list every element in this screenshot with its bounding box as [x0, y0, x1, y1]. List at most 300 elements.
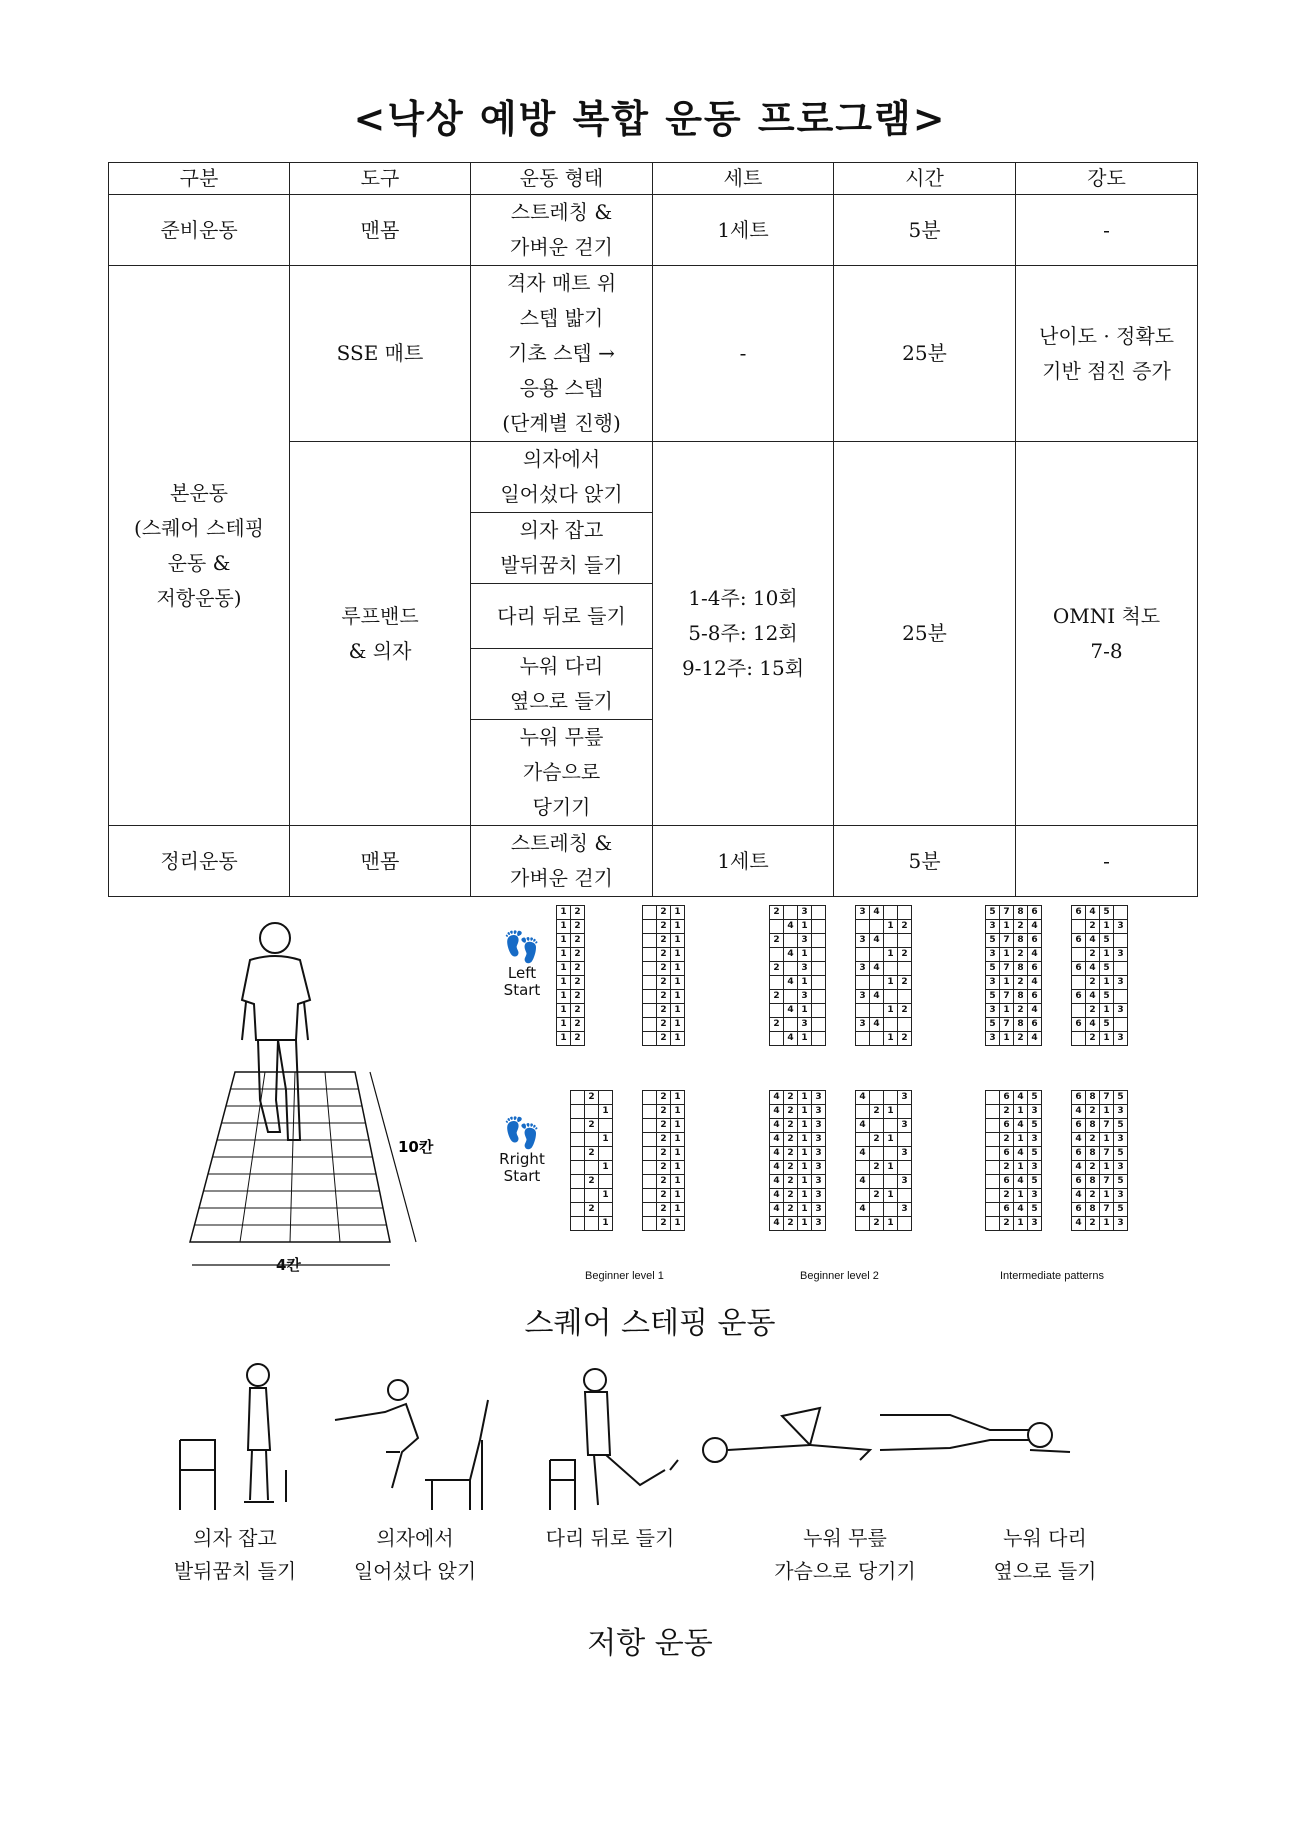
pattern-cell: 6: [1028, 1018, 1042, 1032]
pattern-cell: 1: [671, 920, 685, 934]
pattern-cell: [812, 1004, 826, 1018]
pattern-cell: 8: [1014, 934, 1028, 948]
pattern-cell: 3: [986, 1004, 1000, 1018]
pattern-cell: 1: [1000, 976, 1014, 990]
pattern-row: [571, 1175, 613, 1189]
pattern-row: [1072, 1147, 1128, 1161]
pattern-cell: [898, 1105, 912, 1119]
pattern-cell: 4: [1072, 1161, 1086, 1175]
pattern-cell: 1: [1014, 1133, 1028, 1147]
pattern-cell: 2: [870, 1105, 884, 1119]
pattern-cell: 3: [1114, 1189, 1128, 1203]
pattern-cell: 1: [1000, 920, 1014, 934]
pattern-cell: 3: [812, 1119, 826, 1133]
pattern-cell: 4: [770, 1147, 784, 1161]
pattern-cell: 1: [671, 1018, 685, 1032]
pattern-row: [856, 1105, 912, 1119]
pattern-cell: 7: [1100, 1091, 1114, 1105]
pattern-cell: 3: [1028, 1161, 1042, 1175]
pattern-cell: 1: [671, 1133, 685, 1147]
pattern-cell: [812, 990, 826, 1004]
pattern-row: [643, 962, 685, 976]
band-intensity-line: OMNI 척도: [1052, 603, 1161, 628]
pattern-cell: 2: [1086, 1189, 1100, 1203]
pattern-cell: [898, 990, 912, 1004]
pattern-cell: 4: [770, 1217, 784, 1231]
pattern-cell: 4: [770, 1133, 784, 1147]
pattern-cell: [898, 962, 912, 976]
pattern-cell: [643, 1161, 657, 1175]
pattern-cell: [986, 1091, 1000, 1105]
pattern-cell: [812, 906, 826, 920]
pattern-cell: 1: [671, 1147, 685, 1161]
pattern-cell: 6: [1000, 1203, 1014, 1217]
pattern-cell: 3: [1114, 1032, 1128, 1046]
pattern-row: [856, 990, 912, 1004]
pattern-row: [1072, 948, 1128, 962]
pattern-cell: 4: [770, 1119, 784, 1133]
pattern-cell: 3: [898, 1147, 912, 1161]
band-form-line: 의자에서: [522, 447, 601, 471]
pattern-cell: 1: [1100, 976, 1114, 990]
pattern-cell: 1: [671, 1189, 685, 1203]
pattern-cell: 1: [798, 1175, 812, 1189]
pattern-cell: 1: [1000, 948, 1014, 962]
pattern-cell: [643, 1175, 657, 1189]
pattern-cell: [599, 1203, 613, 1217]
pattern-cell: 8: [1014, 1018, 1028, 1032]
pattern-cell: 2: [898, 920, 912, 934]
pattern-cell: 4: [1086, 1018, 1100, 1032]
pattern-cell: 1: [671, 1203, 685, 1217]
pattern-cell: 2: [657, 1004, 671, 1018]
pattern-row: [557, 934, 585, 948]
pattern-cell: 1: [798, 1119, 812, 1133]
pattern-row: [1072, 1203, 1128, 1217]
pattern-cell: 1: [557, 920, 571, 934]
pattern-cell: 2: [657, 1147, 671, 1161]
pattern-cell: 4: [784, 920, 798, 934]
cooldown-form-line: 가벼운 걷기: [510, 866, 613, 890]
warmup-category: 준비운동: [109, 195, 290, 266]
pattern-cell: 2: [585, 1147, 599, 1161]
pattern-cell: 1: [1100, 1189, 1114, 1203]
pattern-grid: [985, 1090, 1042, 1231]
pattern-cell: [986, 1189, 1000, 1203]
sse-form-line: 기초 스텝 →: [508, 341, 615, 365]
sse-tool: SSE 매트: [290, 266, 471, 442]
pattern-cell: 1: [557, 1004, 571, 1018]
pattern-cell: 3: [856, 1018, 870, 1032]
pattern-row: [643, 948, 685, 962]
pattern-cell: 2: [1086, 1161, 1100, 1175]
pattern-cell: 3: [1114, 1217, 1128, 1231]
pattern-grid: [855, 905, 912, 1046]
pattern-cell: 2: [1014, 976, 1028, 990]
exercise-label-line: 누워 무릎: [803, 1526, 887, 1550]
pattern-row: [770, 1161, 826, 1175]
header-sets: 세트: [653, 163, 834, 195]
right-start-label-line: Start: [503, 1167, 541, 1185]
pattern-cell: 2: [657, 1175, 671, 1189]
pattern-cell: 5: [986, 1018, 1000, 1032]
pattern-row: [643, 1133, 685, 1147]
pattern-cell: 6: [1072, 1175, 1086, 1189]
pattern-cell: 2: [1086, 976, 1100, 990]
pattern-cell: [599, 1175, 613, 1189]
pattern-cell: [643, 976, 657, 990]
pattern-row: [643, 1032, 685, 1046]
pattern-row: [571, 1203, 613, 1217]
pattern-cell: [986, 1203, 1000, 1217]
pattern-row: [986, 962, 1042, 976]
pattern-row: [770, 1105, 826, 1119]
pattern-cell: [643, 920, 657, 934]
pattern-row: [571, 1161, 613, 1175]
pattern-row: [986, 1091, 1042, 1105]
pattern-cell: 1: [884, 1004, 898, 1018]
pattern-cell: [898, 906, 912, 920]
pattern-cell: 4: [870, 906, 884, 920]
pattern-cell: [784, 906, 798, 920]
band-form: [471, 584, 653, 649]
pattern-cell: 5: [986, 990, 1000, 1004]
exercise-label: [960, 1522, 1130, 1588]
pattern-cell: 1: [798, 976, 812, 990]
pattern-row: [557, 948, 585, 962]
resistance-caption: 저항 운동: [587, 1626, 713, 1661]
sse-time: 25분: [834, 266, 1016, 442]
pattern-cell: 5: [1100, 934, 1114, 948]
sse-form-line: 격자 매트 위: [506, 271, 617, 295]
chair-stand-figure-icon: [335, 1380, 488, 1510]
pattern-cell: 5: [1114, 1203, 1128, 1217]
exercise-label: [745, 1522, 945, 1588]
pattern-row: [856, 976, 912, 990]
pattern-cell: 3: [856, 990, 870, 1004]
warmup-tool: 맨몸: [290, 195, 471, 266]
pattern-cell: 4: [870, 990, 884, 1004]
pattern-cell: 7: [1000, 1018, 1014, 1032]
pattern-cell: 1: [884, 1032, 898, 1046]
pattern-cell: 2: [571, 1004, 585, 1018]
pattern-cell: 2: [1000, 1105, 1014, 1119]
exercise-label: [330, 1522, 500, 1588]
pattern-cell: 2: [770, 906, 784, 920]
pattern-row: [856, 1091, 912, 1105]
pattern-cell: [571, 1217, 585, 1231]
pattern-cell: [898, 1018, 912, 1032]
pattern-row: [1072, 1161, 1128, 1175]
pattern-cell: [585, 1161, 599, 1175]
pattern-cell: 8: [1086, 1203, 1100, 1217]
exercise-label-line: 의자 잡고: [193, 1526, 277, 1550]
pattern-cell: 4: [1028, 1032, 1042, 1046]
pattern-cell: [784, 990, 798, 1004]
pattern-grid: [642, 905, 685, 1046]
pattern-cell: [986, 1105, 1000, 1119]
pattern-cell: 2: [784, 1091, 798, 1105]
left-start-label-line: Start: [503, 981, 541, 999]
pattern-cell: 3: [986, 948, 1000, 962]
pattern-row: [986, 1119, 1042, 1133]
pattern-row: [770, 934, 826, 948]
pattern-cell: 2: [1000, 1161, 1014, 1175]
band-sets-line: 5-8주: 12회: [688, 621, 798, 645]
pattern-cell: 7: [1100, 1119, 1114, 1133]
pattern-cell: [856, 1133, 870, 1147]
pattern-cell: [884, 1091, 898, 1105]
pattern-cell: 1: [599, 1161, 613, 1175]
pattern-row: [856, 1147, 912, 1161]
pattern-cell: 2: [585, 1091, 599, 1105]
pattern-cell: [1072, 1032, 1086, 1046]
pattern-cell: 6: [1028, 934, 1042, 948]
pattern-cell: 3: [1114, 1105, 1128, 1119]
pattern-row: [856, 920, 912, 934]
band-form-line: 옆으로 들기: [510, 689, 613, 713]
pattern-cell: [898, 1161, 912, 1175]
pattern-cell: 1: [557, 934, 571, 948]
pattern-row: [986, 1161, 1042, 1175]
pattern-cell: 2: [784, 1133, 798, 1147]
pattern-row: [643, 990, 685, 1004]
pattern-cell: 2: [1086, 1105, 1100, 1119]
pattern-cell: 2: [657, 962, 671, 976]
pattern-cell: 1: [1014, 1217, 1028, 1231]
band-form-line: 일어섰다 앉기: [500, 482, 623, 506]
pattern-cell: [884, 1018, 898, 1032]
pattern-cell: [643, 1119, 657, 1133]
pattern-cell: 1: [671, 1119, 685, 1133]
pattern-cell: 2: [1014, 1004, 1028, 1018]
pattern-cell: 2: [657, 948, 671, 962]
pattern-cell: [571, 1203, 585, 1217]
pattern-cell: 1: [671, 906, 685, 920]
pattern-cell: 1: [798, 1133, 812, 1147]
pattern-row: [1072, 976, 1128, 990]
pattern-cell: 1: [671, 1161, 685, 1175]
pattern-cell: 1: [798, 1189, 812, 1203]
band-sets: [653, 442, 834, 826]
pattern-cell: [870, 976, 884, 990]
pattern-row: [1072, 1004, 1128, 1018]
pattern-cell: 1: [671, 948, 685, 962]
pattern-cell: 2: [571, 1032, 585, 1046]
pattern-row: [856, 962, 912, 976]
pattern-cell: 4: [770, 1175, 784, 1189]
pattern-cell: 3: [986, 1032, 1000, 1046]
warmup-form: [471, 195, 653, 266]
pattern-cell: [884, 1175, 898, 1189]
pattern-cell: 3: [798, 906, 812, 920]
pattern-cell: 3: [798, 934, 812, 948]
pattern-cell: 3: [1028, 1105, 1042, 1119]
pattern-row: [557, 1018, 585, 1032]
pattern-cell: [898, 1189, 912, 1203]
pattern-cell: 2: [1014, 1032, 1028, 1046]
pattern-cell: [784, 1018, 798, 1032]
right-foot-icon: 👣: [503, 1116, 541, 1151]
pattern-row: [770, 1018, 826, 1032]
pattern-cell: 2: [1086, 1133, 1100, 1147]
pattern-cell: 4: [856, 1091, 870, 1105]
mat-width-label: 4칸: [276, 1256, 301, 1274]
pattern-cell: [643, 906, 657, 920]
exercise-label-line: 누워 다리: [1003, 1526, 1087, 1550]
main-category-line: (스퀘어 스테핑: [133, 515, 265, 540]
warmup-form-line: 스트레칭 &: [510, 200, 613, 224]
pattern-cell: 2: [657, 906, 671, 920]
right-start-label-line: Rright: [499, 1150, 545, 1168]
pattern-cell: 4: [770, 1189, 784, 1203]
pattern-row: [1072, 1175, 1128, 1189]
pattern-cell: 2: [571, 934, 585, 948]
pattern-cell: 1: [884, 976, 898, 990]
pattern-cell: 2: [1086, 1217, 1100, 1231]
pattern-cell: 2: [657, 934, 671, 948]
pattern-cell: 2: [657, 1105, 671, 1119]
pattern-row: [986, 906, 1042, 920]
pattern-cell: 2: [1086, 920, 1100, 934]
main-category-line: 저항운동): [156, 585, 242, 610]
warmup-form-line: 가벼운 걷기: [510, 235, 613, 259]
band-tool-line: & 의자: [348, 638, 412, 663]
table-row-warmup: [109, 195, 1198, 266]
pattern-row: [571, 1119, 613, 1133]
pattern-cell: 1: [557, 1032, 571, 1046]
pattern-row: [643, 1203, 685, 1217]
pattern-cell: [856, 1032, 870, 1046]
pattern-row: [770, 962, 826, 976]
pattern-row: [770, 976, 826, 990]
pattern-cell: 5: [1114, 1147, 1128, 1161]
band-form: [471, 720, 653, 826]
left-start-block: [500, 930, 544, 999]
pattern-grid: [642, 1090, 685, 1231]
pattern-cell: [643, 948, 657, 962]
pattern-cell: 2: [657, 990, 671, 1004]
pattern-cell: 3: [898, 1091, 912, 1105]
pattern-cell: 6: [1072, 990, 1086, 1004]
pattern-cell: 3: [798, 990, 812, 1004]
pattern-row: [856, 1203, 912, 1217]
table-row-cooldown: [109, 826, 1198, 897]
pattern-cell: 3: [798, 962, 812, 976]
pattern-cell: 6: [1000, 1147, 1014, 1161]
warmup-time: 5분: [834, 195, 1016, 266]
band-tool-line: 루프밴드: [341, 603, 419, 628]
pattern-row: [856, 934, 912, 948]
table-header-row: [109, 163, 1198, 195]
main-category: [109, 266, 290, 826]
pattern-row: [557, 920, 585, 934]
pattern-cell: 6: [1000, 1119, 1014, 1133]
pattern-cell: 8: [1086, 1091, 1100, 1105]
band-form-line: 당기기: [532, 795, 591, 819]
pattern-cell: [643, 1004, 657, 1018]
pattern-cell: [643, 1133, 657, 1147]
pattern-cell: [856, 1105, 870, 1119]
pattern-cell: 2: [1086, 1032, 1100, 1046]
band-form-line: 다리 뒤로 들기: [497, 603, 626, 628]
pattern-cell: [571, 1161, 585, 1175]
pattern-cell: 4: [1086, 990, 1100, 1004]
pattern-cell: [770, 920, 784, 934]
side-leg-raise-figure-icon: [880, 1415, 1070, 1452]
pattern-cell: 7: [1100, 1147, 1114, 1161]
pattern-row: [571, 1091, 613, 1105]
pattern-cell: 6: [1028, 962, 1042, 976]
pattern-cell: 1: [671, 990, 685, 1004]
pattern-row: [643, 1119, 685, 1133]
pattern-cell: 5: [1028, 1147, 1042, 1161]
header-form: 운동 형태: [471, 163, 653, 195]
pattern-cell: 4: [1028, 948, 1042, 962]
pattern-cell: 1: [671, 1004, 685, 1018]
pattern-cell: [856, 1004, 870, 1018]
pattern-cell: 3: [812, 1133, 826, 1147]
pattern-cell: 1: [671, 1217, 685, 1231]
pattern-cell: [1114, 934, 1128, 948]
pattern-row: [557, 962, 585, 976]
pattern-cell: 4: [1086, 906, 1100, 920]
pattern-cell: [643, 1189, 657, 1203]
pattern-cell: [643, 962, 657, 976]
pattern-cell: 1: [599, 1105, 613, 1119]
band-form: [471, 442, 653, 513]
pattern-cell: 3: [898, 1203, 912, 1217]
pattern-cell: [643, 1091, 657, 1105]
pattern-cell: 1: [557, 990, 571, 1004]
pattern-row: [986, 1147, 1042, 1161]
pattern-grid: [556, 905, 585, 1046]
pattern-cell: 5: [986, 934, 1000, 948]
pattern-cell: 1: [798, 1217, 812, 1231]
pattern-grid: [985, 905, 1042, 1046]
band-form-line: 가슴으로: [522, 760, 601, 784]
pattern-row: [986, 1189, 1042, 1203]
pattern-cell: 2: [657, 976, 671, 990]
pattern-cell: 2: [657, 1203, 671, 1217]
pattern-cell: 4: [1072, 1105, 1086, 1119]
pattern-cell: 2: [784, 1175, 798, 1189]
pattern-row: [856, 1133, 912, 1147]
pattern-cell: 2: [770, 962, 784, 976]
pattern-row: [643, 1091, 685, 1105]
pattern-row: [770, 1004, 826, 1018]
exercise-label: [150, 1522, 320, 1588]
pattern-cell: 2: [571, 976, 585, 990]
pattern-cell: 1: [671, 934, 685, 948]
pattern-row: [856, 1217, 912, 1231]
pattern-cell: [986, 1175, 1000, 1189]
pattern-cell: 5: [1028, 1119, 1042, 1133]
pattern-cell: [884, 906, 898, 920]
exercise-label-line: 다리 뒤로 들기: [545, 1526, 675, 1550]
pattern-cell: 1: [1014, 1105, 1028, 1119]
pattern-cell: 2: [1000, 1189, 1014, 1203]
pattern-row: [1072, 990, 1128, 1004]
pattern-cell: [986, 1161, 1000, 1175]
pattern-row: [643, 1105, 685, 1119]
pattern-cell: 1: [557, 906, 571, 920]
pattern-row: [1072, 1105, 1128, 1119]
pattern-cell: 1: [557, 948, 571, 962]
pattern-cell: 1: [798, 1161, 812, 1175]
pattern-row: [770, 948, 826, 962]
band-sets-line: 9-12주: 15회: [681, 656, 805, 680]
